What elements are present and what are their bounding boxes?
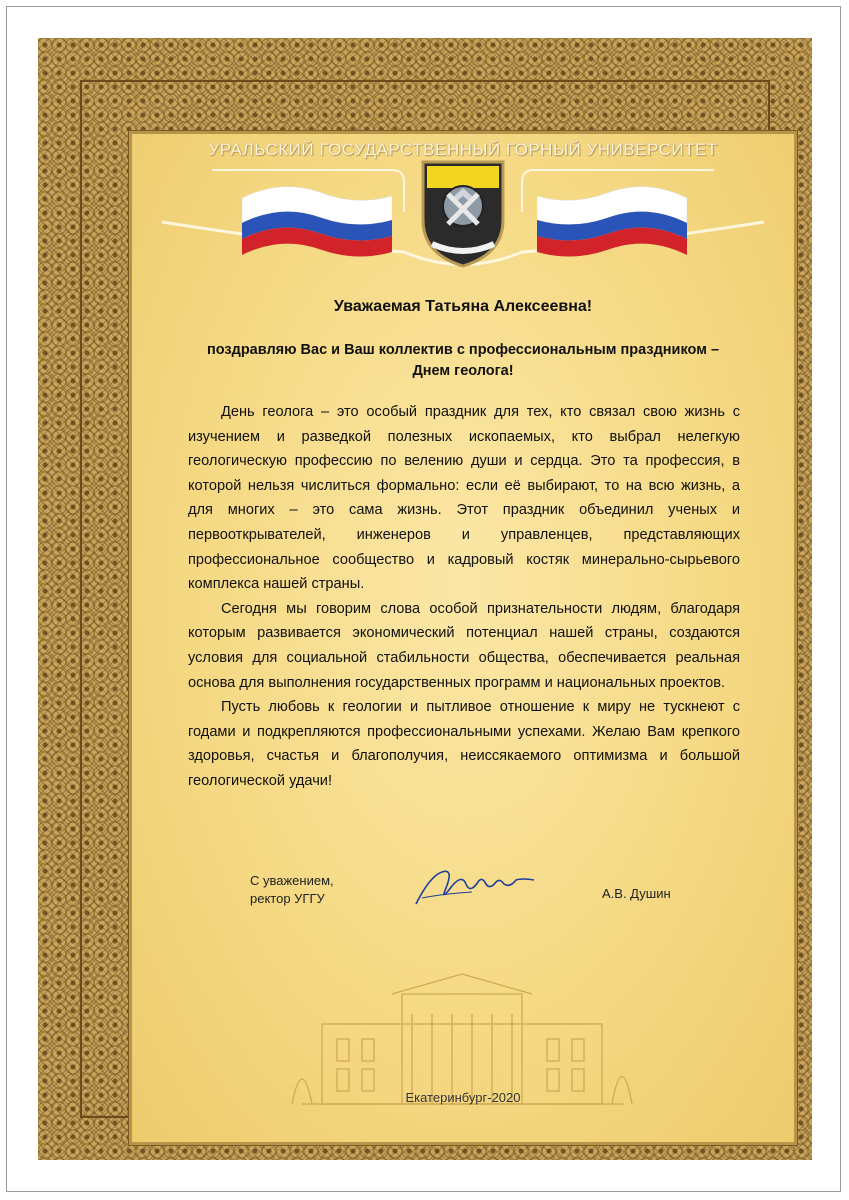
russian-flag-left-icon [242, 178, 392, 258]
decorative-guilloche-frame [38, 38, 812, 1160]
subtitle-line-2: Днем геолога! [412, 363, 514, 379]
signer-name: А.В. Душин [602, 886, 671, 901]
signature-closing [250, 872, 334, 908]
greeting-heading: Уважаемая Татьяна Алексеевна! [333, 298, 593, 315]
city-year: Екатеринбург-2020 [405, 1090, 521, 1105]
university-name: УРАЛЬСКИЙ ГОСУДАРСТВЕННЫЙ ГОРНЫЙ УНИВЕРСИТЕТ [208, 140, 718, 159]
handwritten-signature [412, 858, 542, 914]
certificate-panel [132, 134, 794, 1142]
body-paragraph: Пусть любовь к геологии и пытливое отношение к миру не тускнеют с годами и подкрепляются профессиональными успехами. Желаю Вам крепкого здоровья, счастья и благополучия, неиссякаемого оптимизма и большой геологической удачи! [188, 699, 740, 789]
congratulation-subtitle [162, 340, 764, 382]
subtitle-line-1: поздравляю Вас и Ваш коллектив с профессиональным праздником – [206, 342, 720, 358]
closing-line-1: С уважением, [250, 873, 334, 888]
body-paragraph: День геолога – это особый праздник для тех, кто связал свою жизнь с изучением и разведкой полезных ископаемых, кто выбрал нелегкую геологическую профессию по велению души и сердца. Это та профессия, в которой нельзя числиться формально: если её выбирают, то на всю жизнь, а для многих – это сама жизнь. Этот праздник объединил ученых и первооткрывателей, инженеров и управленцев, представляющих профессиональное сообщество и кадровый костяк минерально-сырьевого комплекса нашей страны. [188, 404, 740, 593]
body-paragraph: Сегодня мы говорим слова особой признательности людям, благодаря которым развивается экономический потенциал нашей страны, создаются условия для социальной стабильности общества, обеспечивается реальная основа для выполнения государственных программ и национальных проектов. [188, 600, 740, 691]
letter-body [188, 400, 740, 794]
university-crest-icon [418, 158, 508, 270]
closing-line-2: ректор УГГУ [250, 891, 325, 906]
russian-flag-right-icon [537, 178, 687, 258]
